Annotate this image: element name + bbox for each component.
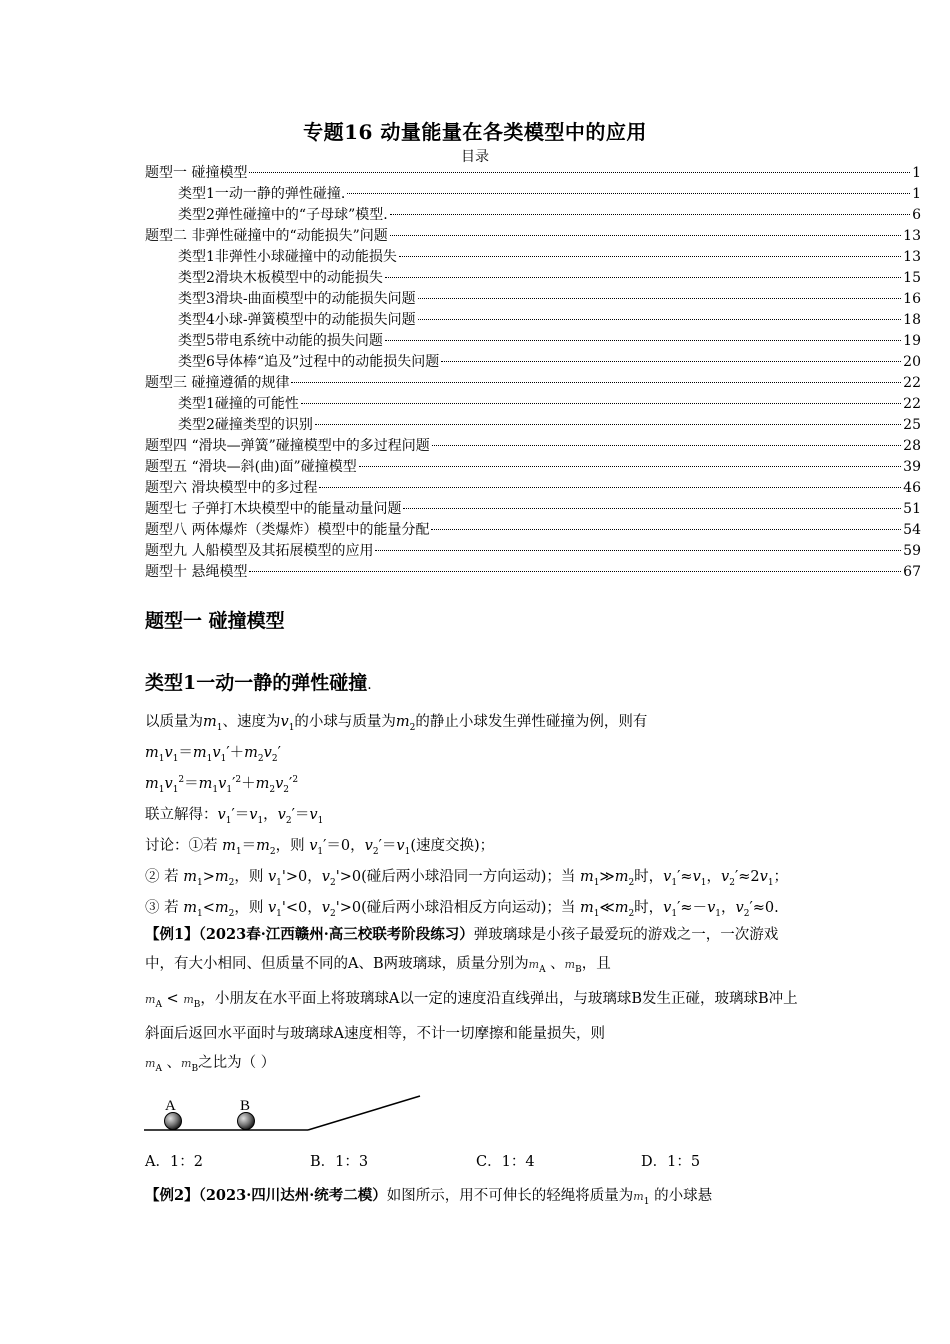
toc-leader-dots: [403, 508, 901, 509]
toc-entry-page: 13: [903, 249, 921, 265]
text: 的小球与质量为: [294, 714, 396, 730]
ball-b: [238, 1113, 255, 1130]
incline-line: [308, 1096, 420, 1130]
toc-entry-label: 题型九 人船模型及其拓展模型的应用: [145, 543, 374, 559]
toc-entry-label: 题型一 碰撞模型: [145, 165, 248, 181]
toc-leader-dots: [418, 319, 902, 320]
text: 联立解得：: [145, 807, 218, 823]
subsection-heading: 类型1一动一静的弹性碰撞.: [145, 672, 372, 694]
toc-entry-page: 1: [912, 165, 921, 181]
example-source: （2023·四川达州·统考二模）: [198, 1187, 387, 1204]
toc-entry-label: 类型2滑块木板模型中的动能损失: [178, 270, 383, 286]
toc-entry-label: 类型2碰撞类型的识别: [178, 417, 313, 433]
text: 以质量为: [145, 714, 203, 730]
toc-entry-page: 39: [903, 459, 921, 475]
toc-leader-dots: [319, 487, 901, 488]
toc-entry-label: 类型6导体棒“追及”过程中的动能损失问题: [178, 354, 440, 370]
toc-leader-dots: [431, 529, 901, 530]
toc-entry-label: 类型4小球-弹簧模型中的动能损失问题: [178, 312, 416, 328]
discussion-line-3: ③ 若 $m_1<m_2$，则 $v_1'<0$，$v_2'>0$(碰后两小球沿相反方向运动)；当 $m_1≪m_2$时，$v_1'\approx-v_1$，$v_2'\approx 0$.: [145, 900, 779, 919]
toc-entry[interactable]: [145, 247, 921, 268]
toc-leader-dots: [432, 445, 901, 446]
toc-entry[interactable]: [145, 415, 921, 436]
option-c: C．1：4: [476, 1154, 535, 1170]
toc-entry-page: 51: [903, 501, 921, 517]
text: 的小球悬: [654, 1188, 713, 1204]
toc-entry-label: 题型二 非弹性碰撞中的“动能损失”问题: [145, 228, 388, 244]
text: 讨论：①若: [145, 838, 218, 854]
toc-entry-label: 类型2弹性碰撞中的“子母球”模型.: [178, 207, 388, 223]
toc-leader-dots: [375, 550, 901, 551]
toc-entry-label: 题型四 “滑块—弹簧”碰撞模型中的多过程问题: [145, 438, 430, 454]
toc-entry-page: 54: [903, 522, 921, 538]
toc-leader-dots: [291, 382, 901, 383]
text: (碰后两小球沿相反方向运动)；当: [361, 900, 576, 916]
example-tag: 【例1】: [145, 926, 199, 943]
example-1: 【例1】（2023春·江西赣州·高三校联考阶段练习）弹玻璃球是小孩子最爱玩的游戏之一，一次游戏中，有大小相同、但质量不同的A、B两玻璃球，质量分别为$m_A$ 、$m_B$，且 $m_A < m_B$，小朋友在水平面上将玻璃球A以一定的速度沿直线弹出，与玻璃球B发生正碰，玻璃球B冲上斜面后返回水平面时与玻璃球A速度相等，不计一切摩擦和能量损失，则 $m_A$ 、$m_B$之比为（ ）: [145, 926, 798, 1074]
toc-entry-page: 19: [903, 333, 921, 349]
toc-entry[interactable]: [145, 184, 921, 205]
equation-momentum: $m_1v_1=m_1v_1'+m_2v_2'$: [145, 745, 281, 764]
text: ，小朋友在水平面上将玻璃球A以一定的速度沿直线弹出，与玻璃球B发生正碰，玻璃球B冲上斜面后返回水平面时与玻璃球A速度相等，不计一切摩擦和能量损失，则: [145, 990, 798, 1042]
example-tag: 【例2】: [145, 1187, 199, 1204]
ball-a-label: A: [165, 1098, 176, 1114]
toc-leader-dots: [418, 298, 902, 299]
toc-entry-label: 题型七 子弹打木块模型中的能量动量问题: [145, 501, 402, 517]
toc-leader-dots: [315, 424, 901, 425]
toc-entry-page: 22: [903, 375, 921, 391]
toc-leader-dots: [359, 466, 901, 467]
toc-entry-page: 22: [903, 396, 921, 412]
option-a: A．1：2: [145, 1154, 203, 1170]
toc-entry[interactable]: [145, 352, 921, 373]
toc-leader-dots: [385, 277, 901, 278]
section-heading: 题型一 碰撞模型: [145, 610, 285, 632]
toc-entry[interactable]: [145, 499, 921, 520]
table-of-contents: [145, 163, 921, 583]
discussion-line-2: ② 若 $m_1>m_2$，则 $v_1'>0$，$v_2'>0$(碰后两小球沿同一方向运动)；当 $m_1≫m_2$时，$v_1'\approx v_1$，$v_2'\approx 2v_1$；: [145, 869, 789, 888]
document-title: 专题16 动量能量在各类模型中的应用: [303, 120, 647, 144]
toc-entry[interactable]: [145, 163, 921, 184]
toc-entry-label: 题型八 两体爆炸（类爆炸）模型中的能量分配: [145, 522, 430, 538]
toc-entry[interactable]: [145, 310, 921, 331]
text: ③ 若: [145, 900, 179, 916]
toc-entry-page: 28: [903, 438, 921, 454]
toc-entry-label: 类型5带电系统中动能的损失问题: [178, 333, 383, 349]
toc-leader-dots: [347, 193, 910, 194]
option-b: B．1：3: [310, 1154, 369, 1170]
toc-entry-label: 类型1碰撞的可能性: [178, 396, 299, 412]
toc-entry-page: 67: [903, 564, 921, 580]
toc-entry-label: 类型1非弹性小球碰撞中的动能损失: [178, 249, 397, 265]
collision-figure: [140, 1092, 440, 1142]
toc-entry[interactable]: [145, 268, 921, 289]
intro-paragraph: 以质量为$m_1$、速度为$v_1$的小球与质量为$m_2$的静止小球发生弹性碰撞为例，则有: [145, 714, 648, 733]
toc-entry[interactable]: [145, 562, 921, 583]
toc-entry-page: 1: [912, 186, 921, 202]
toc-leader-dots: [301, 403, 901, 404]
toc-entry-label: 题型五 “滑块—斜(曲)面”碰撞模型: [145, 459, 357, 475]
toc-heading: 目录: [461, 149, 489, 165]
toc-entry-page: 59: [903, 543, 921, 559]
toc-entry[interactable]: [145, 331, 921, 352]
option-d: D．1：5: [641, 1154, 701, 1170]
text: ② 若: [145, 869, 179, 885]
text: 弹玻璃球是小孩子最爱玩的游戏之一，一次游戏中，有大小相同、但质量不同的A、B两玻璃球，质量分别为: [145, 927, 779, 972]
toc-leader-dots: [441, 361, 901, 362]
toc-entry[interactable]: [145, 373, 921, 394]
toc-entry-label: 类型3滑块-曲面模型中的动能损失问题: [178, 291, 416, 307]
toc-entry[interactable]: [145, 289, 921, 310]
ball-b-label: B: [240, 1098, 251, 1114]
text: (碰后两小球沿同一方向运动)；当: [361, 869, 576, 885]
toc-entry[interactable]: [145, 457, 921, 478]
subsection-heading-text: 类型1一动一静的弹性碰撞: [145, 672, 368, 694]
toc-entry-label: 类型1一动一静的弹性碰撞.: [178, 186, 346, 202]
ball-a: [165, 1113, 182, 1130]
toc-entry[interactable]: [145, 436, 921, 457]
equation-energy: $m_1v_1^2=m_1v_1'^2+m_2v_2'^2$: [145, 775, 299, 795]
toc-entry-label: 题型三 碰撞遵循的规律: [145, 375, 290, 391]
toc-entry[interactable]: [145, 520, 921, 541]
toc-leader-dots: [399, 256, 901, 257]
toc-entry-page: 16: [903, 291, 921, 307]
toc-entry-label: 题型六 滑块模型中的多过程: [145, 480, 318, 496]
toc-entry[interactable]: [145, 394, 921, 415]
toc-entry[interactable]: [145, 541, 921, 562]
toc-leader-dots: [249, 571, 901, 572]
toc-leader-dots: [390, 235, 901, 236]
toc-leader-dots: [385, 340, 901, 341]
example-2: 【例2】（2023·四川达州·统考二模）如图所示，用不可伸长的轻绳将质量为$m_1$ 的小球悬: [145, 1187, 713, 1207]
text: 的静止小球发生弹性碰撞为例，则有: [415, 714, 648, 730]
text: 如图所示，用不可伸长的轻绳将质量为: [386, 1188, 634, 1204]
text: 之比为（ ）: [198, 1054, 276, 1071]
toc-entry[interactable]: [145, 478, 921, 499]
toc-entry[interactable]: [145, 205, 921, 226]
toc-entry-page: 18: [903, 312, 921, 328]
toc-entry-page: 13: [903, 228, 921, 244]
toc-leader-dots: [249, 172, 910, 173]
solution-line: 联立解得：$v_1'=v_1$，$v_2'=v_1$: [145, 807, 324, 826]
toc-entry-page: 20: [903, 354, 921, 370]
toc-entry-page: 15: [903, 270, 921, 286]
toc-entry-page: 25: [903, 417, 921, 433]
example-source: （2023春·江西赣州·高三校联考阶段练习）: [198, 926, 474, 943]
toc-entry-page: 6: [912, 207, 921, 223]
toc-entry-page: 46: [903, 480, 921, 496]
text: 、速度为: [222, 714, 281, 730]
toc-leader-dots: [390, 214, 910, 215]
text: ，且: [581, 956, 611, 972]
toc-entry-label: 题型十 悬绳模型: [145, 564, 248, 580]
text: (速度交换)；: [410, 838, 495, 854]
toc-entry[interactable]: [145, 226, 921, 247]
discussion-line-1: 讨论：①若 $m_1=m_2$，则 $v_1'=0$，$v_2'=v_1$(速度交换)；: [145, 838, 495, 857]
